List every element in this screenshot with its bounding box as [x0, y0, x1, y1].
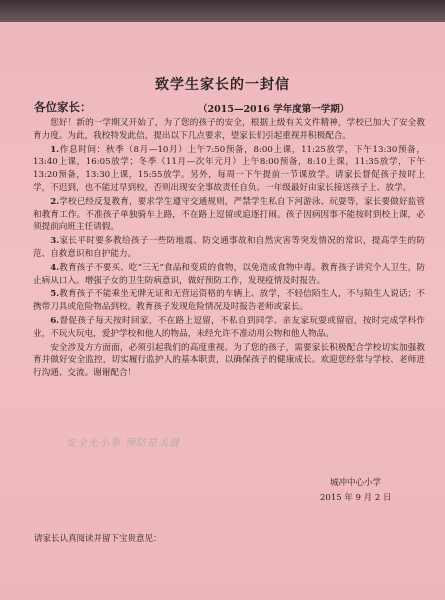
school-signature: 城冲中心小学 [330, 478, 382, 488]
feedback-prompt: 请家长认真阅读并留下宝贵意见： [34, 534, 162, 544]
item-5-text: 教育孩子不能乘坐无牌无证和无营运资格的车辆上、放学，不轻信陌生人，不与陌生人说话；不携带刀具或危险物品到校。教育孩子发现危险情况及时报告老师或家长。 [33, 289, 425, 313]
item-4-text: 教育孩子不要买、吃“三无”食品和变质的食物，以免造成食物中毒。教育孩子讲究个人卫生，防止病从口入。增强子女的卫生防病意识，做好预防工作，发现疫情及时报告。 [33, 262, 425, 286]
letter-date: 2015 年 9 月 2 日 [320, 493, 392, 503]
item-2-number: 2. [50, 196, 60, 207]
item-5-number: 5. [50, 289, 60, 300]
letter-body [33, 117, 425, 381]
item-1 [33, 144, 425, 195]
item-2 [33, 196, 425, 234]
item-6-number: 6. [50, 315, 60, 326]
item-4-number: 4. [50, 262, 60, 273]
item-3-text: 家长平时要多教给孩子一些防地震、防交通事故和自然灾害等突发情况的常识，提高学生的防范、自救意识和自护能力。 [33, 236, 425, 259]
safety-slogan-watermark: 安全无小事 预防是关键 [66, 438, 181, 449]
letter-title: 致学生家长的一封信 [155, 77, 290, 93]
item-2-text: 学校已经反复教育，要求学生遵守交通规则，严禁学生私自下河游泳、玩耍等，家长要做好监管和教育工作。不准孩子单独骑车上路，不在路上逗留或追逐打闹。孩子因病因事不能按时到校上课，必须提前向班主任请假。 [33, 196, 425, 233]
school-term: （2015—2016 学年度第一学期） [198, 104, 350, 115]
item-6-text: 督促孩子每天按时回家，不在路上逗留，不私自到同学、亲友家玩耍或留宿，按时完成学科作业，不玩火玩电，爱护学校和他人的物品，未经允许不准动用公物和他人物品。 [33, 315, 425, 339]
greeting: 各位家长： [34, 100, 92, 114]
item-1-text: 作息时间：秋季（8月—10月）上午7:50预备，8:00上课，11:25放学，下午13:30预备，13:40上课，16:05放学；冬季（11月—次年元月）上午8:00预备，8:10上课，11:35放学，下午13:20预备，13:30上课，15:55放学。另外，每周一下午提前一节课放学。请家长督促孩子按时上学，不迟到，也不能过早到校，否则出现安全事故责任自负。一年级最好由家长接送孩子上、放学。 [33, 144, 425, 193]
item-1-number: 1. [50, 144, 60, 155]
photo-background [0, 0, 445, 22]
intro-paragraph: 您好！新的一学期又开始了，为了您的孩子的安全，根据上级有关文件精神，学校已加大了安全教育力度。为此，我校特发此信，提出以下几点要求，望家长们引起重视并积极配合。 [33, 118, 425, 141]
closing-paragraph: 安全涉及方方面面，必须引起我们的高度重视。为了您的孩子，需要家长积极配合学校切实加强教育并做好安全监控，切实履行监护人的基本职责，以确保孩子的健康成长。欢迎您经常与学校、老师进行沟通、交流。谢谢配合！ [33, 342, 425, 379]
item-3 [33, 235, 425, 261]
item-4 [33, 262, 425, 288]
item-6 [33, 315, 425, 341]
item-5 [33, 288, 425, 314]
item-3-number: 3. [50, 236, 60, 247]
